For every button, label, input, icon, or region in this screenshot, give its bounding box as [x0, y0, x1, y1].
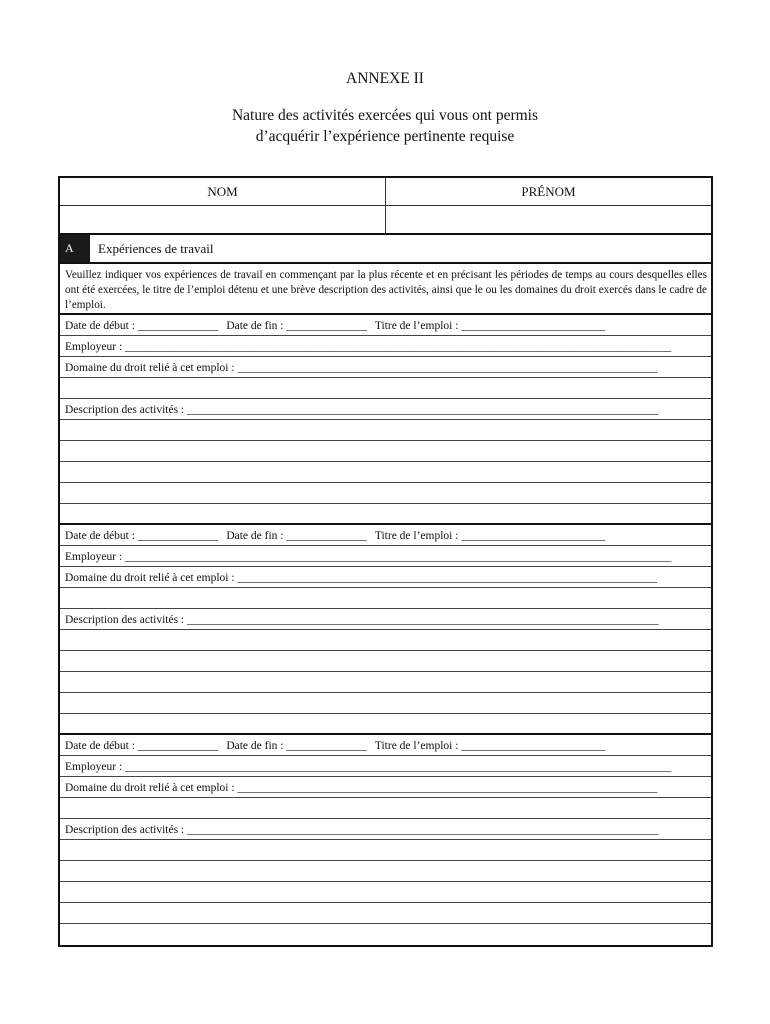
experience-form [58, 176, 713, 947]
employer-label: Employeur : _______________________________________________________________________________________________ [65, 551, 672, 563]
identity-header-row [60, 178, 711, 206]
employer-line[interactable] [60, 546, 711, 567]
subtitle-line-1: Nature des activités exercées qui vous ont permis [231, 107, 539, 124]
blank-line[interactable] [60, 882, 711, 903]
prenom-field[interactable] [385, 206, 711, 233]
dates-line[interactable] [60, 525, 711, 546]
job-title-label: Titre de l’emploi : _________________________ [374, 320, 606, 332]
document-subtitle [0, 105, 770, 147]
section-letter: A [60, 235, 90, 262]
start-date-label: Date de début : ______________ [65, 740, 219, 752]
section-header [60, 235, 711, 264]
annex-title: ANNEXE II [346, 70, 424, 87]
blank-line[interactable] [60, 924, 711, 945]
dates-line[interactable] [60, 735, 711, 756]
domain-label: Domaine du droit relié à cet emploi : _________________________________________________________________________ [65, 782, 658, 794]
blank-line[interactable] [60, 504, 711, 525]
domain-line[interactable] [60, 567, 711, 588]
job-title-label: Titre de l’emploi : _________________________ [374, 740, 606, 752]
description-label: Description des activités : __________________________________________________________________________________ [65, 614, 659, 626]
subtitle-line-2: d’acquérir l’expérience pertinente requise [255, 128, 515, 145]
employer-line[interactable] [60, 336, 711, 357]
description-label: Description des activités : __________________________________________________________________________________ [65, 824, 659, 836]
domain-line[interactable] [60, 357, 711, 378]
employer-label: Employeur : _______________________________________________________________________________________________ [65, 761, 672, 773]
blank-line[interactable] [60, 588, 711, 609]
employer-line[interactable] [60, 756, 711, 777]
dates-line[interactable] [60, 315, 711, 336]
prenom-label: PRÉNOM [385, 178, 711, 205]
experience-block-1 [60, 315, 711, 525]
blank-line[interactable] [60, 483, 711, 504]
identity-input-row [60, 206, 711, 235]
blank-line[interactable] [60, 378, 711, 399]
domain-label: Domaine du droit relié à cet emploi : _________________________________________________________________________ [65, 572, 658, 584]
start-date-label: Date de début : ______________ [65, 530, 219, 542]
blank-line[interactable] [60, 840, 711, 861]
blank-line[interactable] [60, 903, 711, 924]
description-label: Description des activités : __________________________________________________________________________________ [65, 404, 659, 416]
blank-line[interactable] [60, 630, 711, 651]
blank-line[interactable] [60, 693, 711, 714]
description-line[interactable] [60, 399, 711, 420]
instructions-text: Veuillez indiquer vos expériences de travail en commençant par la plus récente et en précisant les périodes de temps au cours desquelles elles ont été exercées, le titre de l’emploi détenu et une brève description des activités, ainsi que le ou les domaines du droit exercés dans le cadre de l’emploi. [60, 264, 711, 315]
domain-label: Domaine du droit relié à cet emploi : _________________________________________________________________________ [65, 362, 658, 374]
blank-line[interactable] [60, 861, 711, 882]
domain-line[interactable] [60, 777, 711, 798]
section-title: Expériences de travail [98, 240, 214, 256]
employer-label: Employeur : _______________________________________________________________________________________________ [65, 341, 672, 353]
experience-block-3 [60, 735, 711, 945]
blank-line[interactable] [60, 420, 711, 441]
description-line[interactable] [60, 609, 711, 630]
end-date-label: Date de fin : ______________ [226, 320, 367, 332]
description-line[interactable] [60, 819, 711, 840]
start-date-label: Date de début : ______________ [65, 320, 219, 332]
experience-block-2 [60, 525, 711, 735]
blank-line[interactable] [60, 441, 711, 462]
blank-line[interactable] [60, 798, 711, 819]
blank-line[interactable] [60, 651, 711, 672]
blank-line[interactable] [60, 714, 711, 735]
blank-line[interactable] [60, 672, 711, 693]
nom-field[interactable] [60, 206, 385, 233]
job-title-label: Titre de l’emploi : _________________________ [374, 530, 606, 542]
end-date-label: Date de fin : ______________ [226, 740, 367, 752]
nom-label: NOM [207, 183, 238, 199]
blank-line[interactable] [60, 462, 711, 483]
end-date-label: Date de fin : ______________ [226, 530, 367, 542]
